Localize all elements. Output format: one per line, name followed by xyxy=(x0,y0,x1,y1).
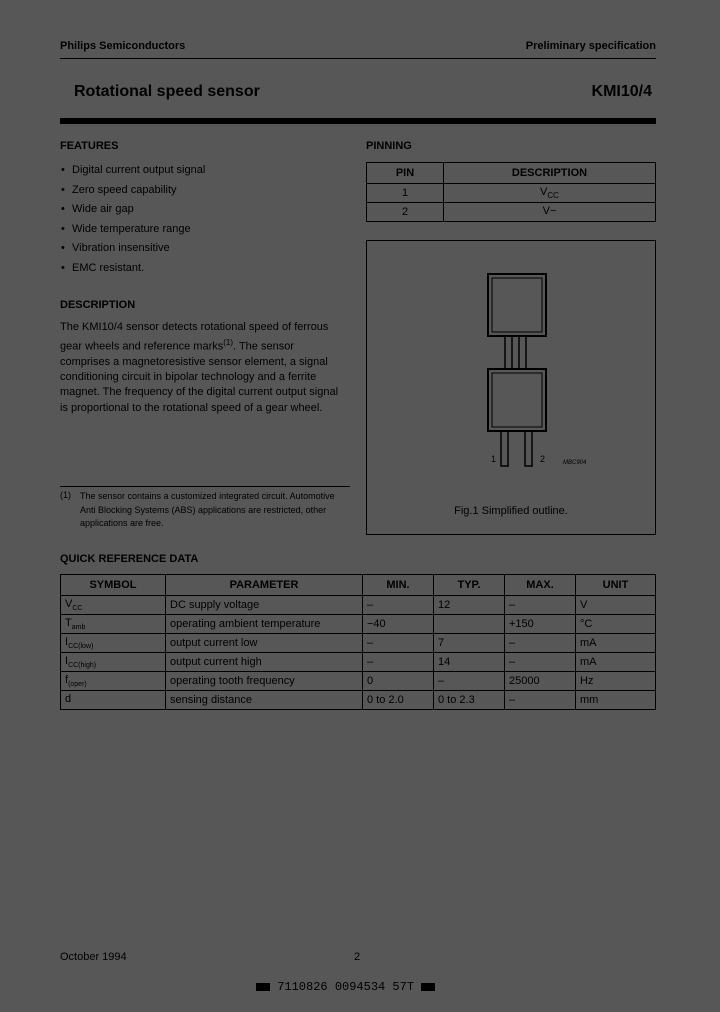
table-row xyxy=(61,672,656,691)
list-item: • EMC resistant. xyxy=(61,261,145,274)
pin-2-lead xyxy=(525,431,532,466)
description-text: The KMI10/4 sensor detects rotational speed of ferrous gear wheels and reference marks$^{(1)}$. The sensor comprises a magnetoresistive sensor element, a signal conditioning circuit in bipolar technology and a ferrite magnet. The frequency of the digital current output signal is proportional to the rotational speed of a gear wheel. xyxy=(60,321,339,414)
unit-cell: mA xyxy=(576,634,656,653)
table-header-row xyxy=(61,575,656,596)
pin-description: V− xyxy=(444,203,656,222)
symbol-cell: $f_{(oper)}$ xyxy=(61,672,166,691)
parameter-cell: output current low xyxy=(166,634,363,653)
qrd-heading: QUICK REFERENCE DATA xyxy=(60,553,199,565)
sensor-bottom-body xyxy=(488,369,546,431)
parameter-cell: DC supply voltage xyxy=(166,596,363,615)
pin-column-header: PIN xyxy=(367,163,444,184)
page-title: Rotational speed sensor xyxy=(74,83,260,100)
max-cell: +150 xyxy=(505,615,576,634)
description-heading: DESCRIPTION xyxy=(60,299,136,311)
min-cell: – xyxy=(363,596,434,615)
figure-frame xyxy=(366,240,656,535)
max-cell: – xyxy=(505,653,576,672)
footnote-text: The sensor contains a customized integrated circuit. Automotive Anti Blocking Systems (ABS) applications are restricted, other applications are free. xyxy=(80,491,335,528)
pin-number: 1 xyxy=(367,184,444,203)
min-column-header: MIN. xyxy=(363,575,434,596)
footer-code: 7110826 0094534 57T xyxy=(256,980,435,994)
symbol-cell: $I_{CC(low)}$ xyxy=(61,634,166,653)
typ-cell: 7 xyxy=(434,634,505,653)
bullet-icon: • xyxy=(61,203,65,215)
table-row xyxy=(61,596,656,615)
features-list xyxy=(60,162,350,279)
parameter-cell: operating tooth frequency xyxy=(166,672,363,691)
unit-cell: °C xyxy=(576,615,656,634)
quick-reference-table xyxy=(60,574,656,710)
part-number: KMI10/4 xyxy=(591,83,652,100)
min-cell: 0 xyxy=(363,672,434,691)
min-cell: – xyxy=(363,653,434,672)
max-cell: – xyxy=(505,691,576,710)
company-name: Philips Semiconductors xyxy=(60,40,186,52)
figure-code: MBC904 xyxy=(563,460,587,466)
header-rule xyxy=(60,58,656,59)
unit-cell: Hz xyxy=(576,672,656,691)
title-rule xyxy=(60,118,656,124)
bullet-icon: • xyxy=(61,222,65,235)
document-status: Preliminary specification xyxy=(525,40,656,52)
description-column-header: DESCRIPTION xyxy=(444,163,656,184)
pin-2-label: 2 xyxy=(540,454,546,464)
table-row xyxy=(61,653,656,672)
footnote-number: (1) xyxy=(60,490,71,500)
sensor-bottom-inner xyxy=(492,373,542,427)
max-column-header: MAX. xyxy=(505,575,576,596)
list-item: • Wide air gap xyxy=(61,203,134,215)
pin-1-label: 1 xyxy=(491,454,497,464)
bullet-icon: • xyxy=(61,242,65,254)
min-cell: −40 xyxy=(363,615,434,634)
typ-cell: 12 xyxy=(434,596,505,615)
footnote-ref[interactable]: (1) xyxy=(223,338,234,348)
symbol-cell: d xyxy=(61,691,166,710)
table-header-row xyxy=(367,163,656,184)
unit-cell: V xyxy=(576,596,656,615)
bullet-icon: • xyxy=(61,261,65,274)
table-row xyxy=(61,691,656,710)
min-cell: – xyxy=(363,634,434,653)
typ-cell xyxy=(434,615,505,634)
max-cell: – xyxy=(505,634,576,653)
typ-cell: – xyxy=(434,672,505,691)
typ-column-header: TYP. xyxy=(434,575,505,596)
footnote-rule xyxy=(60,486,350,487)
unit-cell: mA xyxy=(576,653,656,672)
list-item: • Vibration insensitive xyxy=(61,242,170,254)
table-row xyxy=(61,615,656,634)
pinning-heading: PINNING xyxy=(366,140,412,152)
pin-number: 2 xyxy=(367,203,444,222)
features-heading: FEATURES xyxy=(60,140,119,152)
unit-cell: mm xyxy=(576,691,656,710)
symbol-cell: $T_{amb}$ xyxy=(61,615,166,634)
parameter-column-header: PARAMETER xyxy=(166,575,363,596)
parameter-cell: sensing distance xyxy=(166,691,363,710)
typ-cell: 14 xyxy=(434,653,505,672)
min-cell: 0 to 2.0 xyxy=(363,691,434,710)
parameter-cell: operating ambient temperature xyxy=(166,615,363,634)
table-row xyxy=(367,184,656,203)
max-cell: – xyxy=(505,596,576,615)
table-row xyxy=(61,634,656,653)
table-row xyxy=(367,203,656,222)
parameter-cell: output current high xyxy=(166,653,363,672)
bullet-icon: • xyxy=(61,164,65,176)
unit-column-header: UNIT xyxy=(576,575,656,596)
barcode-mark-icon xyxy=(421,983,435,991)
symbol-cell: $V_{CC}$ xyxy=(61,596,166,615)
typ-cell: 0 to 2.3 xyxy=(434,691,505,710)
figure-caption: Fig.1 Simplified outline. xyxy=(454,505,568,517)
symbol-column-header: SYMBOL xyxy=(61,575,166,596)
sensor-outline-drawing xyxy=(367,241,655,534)
list-item: • Zero speed capability xyxy=(61,183,177,196)
pin-1-lead xyxy=(501,431,508,466)
pin-description: $V_{CC}$ xyxy=(444,184,656,203)
bullet-icon: • xyxy=(61,183,65,196)
list-item: • Digital current output signal xyxy=(61,164,206,176)
sensor-top-body xyxy=(488,274,546,336)
pinning-table xyxy=(366,162,656,222)
symbol-cell: $I_{CC(high)}$ xyxy=(61,653,166,672)
sensor-top-inner xyxy=(492,278,542,332)
page-number: 2 xyxy=(354,951,361,963)
list-item: • Wide temperature range xyxy=(61,222,191,235)
max-cell: 25000 xyxy=(505,672,576,691)
barcode-mark-icon xyxy=(256,983,270,991)
footer-date: October 1994 xyxy=(60,951,127,963)
